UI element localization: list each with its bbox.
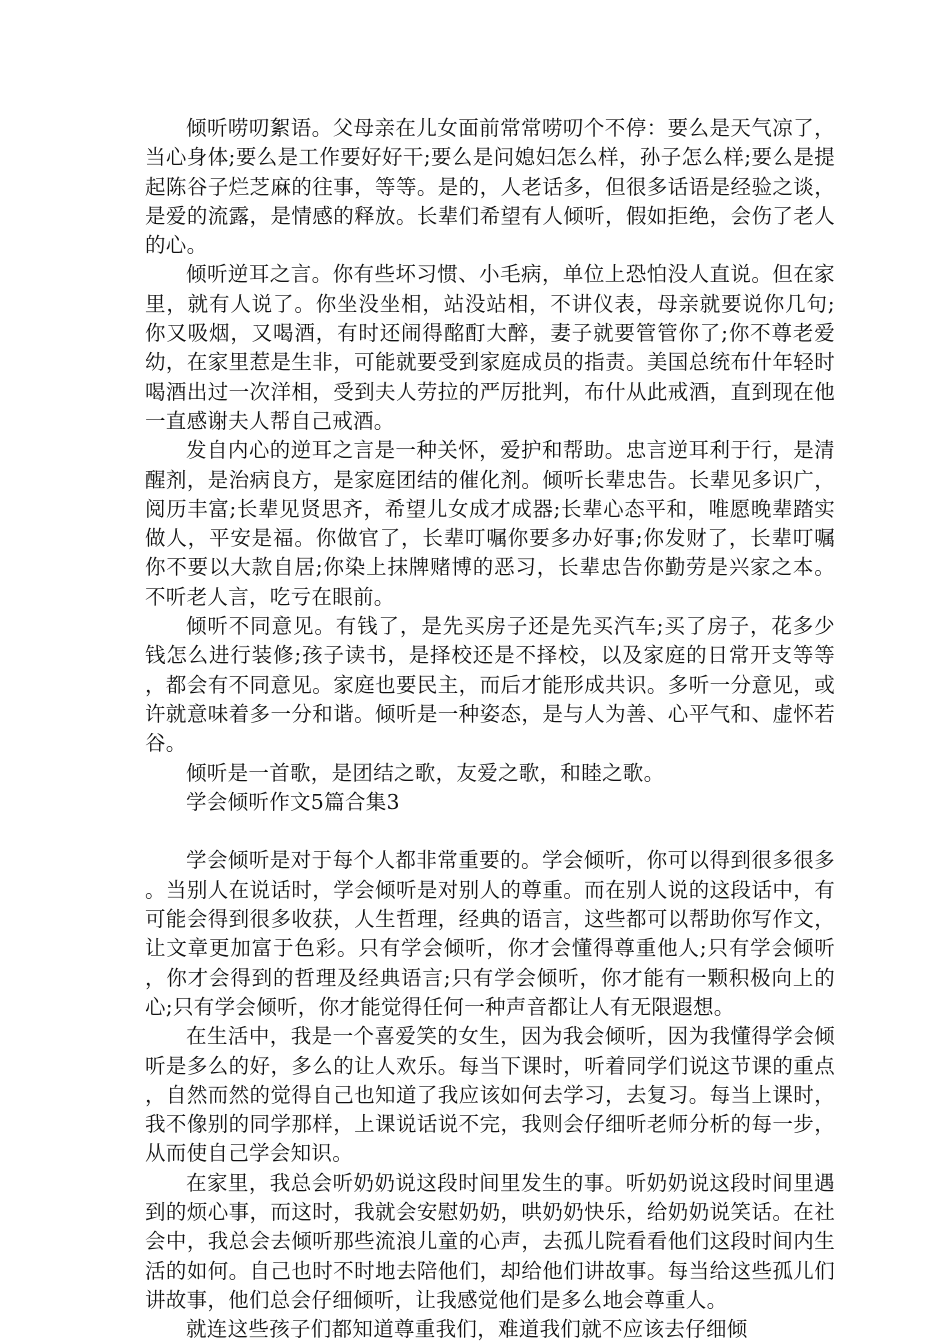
paragraph-unpleasant-advice: 倾听逆耳之言。你有些坏习惯、小毛病，单位上恐怕没人直说。但在家里，就有人说了。你坐没坐相，站没站相，不讲仪表，母亲就要说你几句;你又吸烟，又喝酒，有时还闹得酩酊大醉，妻子就要管管你了;你不尊老爱幼，在家里惹是生非，可能就要受到家庭成员的指责。美国总统布什年轻时喝酒出过一次洋相，受到夫人劳拉的严厉批判，布什从此戒酒，直到现在他一直感谢夫人帮自己戒酒。 [145,262,835,433]
paragraph-children-respect: 就连这些孩子们都知道尊重我们，难道我们就不应该去仔细倾 [186,1317,748,1342]
paragraph-in-life: 在生活中，我是一个喜爱笑的女生，因为我会倾听，因为我懂得学会倾听是多么的好，多么的让人欢乐。每当下课时，听着同学们说这节课的重点，自然而然的觉得自己也知道了我应该如何去学习，去复习。每当上课时，我不像别的同学那样，上课说话说不完，我则会仔细听老师分析的每一步，从而使自己学会知识。 [145,1024,835,1166]
paragraph-elders-counsel: 发自内心的逆耳之言是一种关怀，爱护和帮助。忠言逆耳利于行，是清醒剂，是治病良方，是家庭团结的催化剂。倾听长辈忠告。长辈见多识广，阅历丰富;长辈见贤思齐，希望儿女成才成器;长辈心态平和，唯愿晚辈踏实做人，平安是福。你做官了，长辈叮嘱你要多办好事;你发财了，长辈叮嘱你不要以大款自居;你染上抹牌赌博的恶习，长辈忠告你勤劳是兴家之本。不听老人言，吃亏在眼前。 [145,438,835,609]
document-page [145,114,835,1344]
blank-line [145,817,835,846]
paragraph-learn-to-listen: 学会倾听是对于每个人都非常重要的。学会倾听，你可以得到很多很多。当别人在说话时，学会倾听是对别人的尊重。而在别人说的这段话中，有可能会得到很多收获，人生哲理，经典的语言，这些都可以帮助你写作文，让文章更加富于色彩。只有学会倾听，你才会懂得尊重他人;只有学会倾听，你才会得到的哲理及经典语言;只有学会倾听，你才能有一颗积极向上的心;只有学会倾听，你才能觉得任何一种声音都让人有无限遐想。 [145,848,835,1019]
paragraph-listening-song: 倾听是一首歌，是团结之歌，友爱之歌，和睦之歌。 [186,760,665,785]
paragraph-nagging: 倾听唠叨絮语。父母亲在儿女面前常常唠叨个不停：要么是天气凉了，当心身体;要么是工作要好好干;要么是问媳妇怎么样，孙子怎么样;要么是提起陈谷子烂芝麻的往事，等等。是的，人老话多，但很多话语是经验之谈，是爱的流露，是情感的释放。长辈们希望有人倾听，假如拒绝，会伤了老人的心。 [145,116,835,258]
paragraph-at-home: 在家里，我总会听奶奶说这段时间里发生的事。听奶奶说这段时间里遇到的烦心事，而这时，我就会安慰奶奶，哄奶奶快乐，给奶奶说笑话。在社会中，我总会去倾听那些流浪儿童的心声，去孤儿院看看他们这段时间内生活的如何。自己也时不时地去陪他们，却给他们讲故事。每当给这些孤儿们讲故事，他们总会仔细倾听，让我感觉他们是多么地会尊重人。 [145,1170,835,1312]
section-title: 学会倾听作文5篇合集3 [186,789,400,814]
paragraph-different-opinions: 倾听不同意见。有钱了，是先买房子还是先买汽车;买了房子，花多少钱怎么进行装修;孩子读书，是择校还是不择校，以及家庭的日常开支等等，都会有不同意见。家庭也要民主，而后才能形成共识。多听一分意见，或许就意味着多一分和谐。倾听是一种姿态，是与人为善、心平气和、虚怀若谷。 [145,614,835,756]
